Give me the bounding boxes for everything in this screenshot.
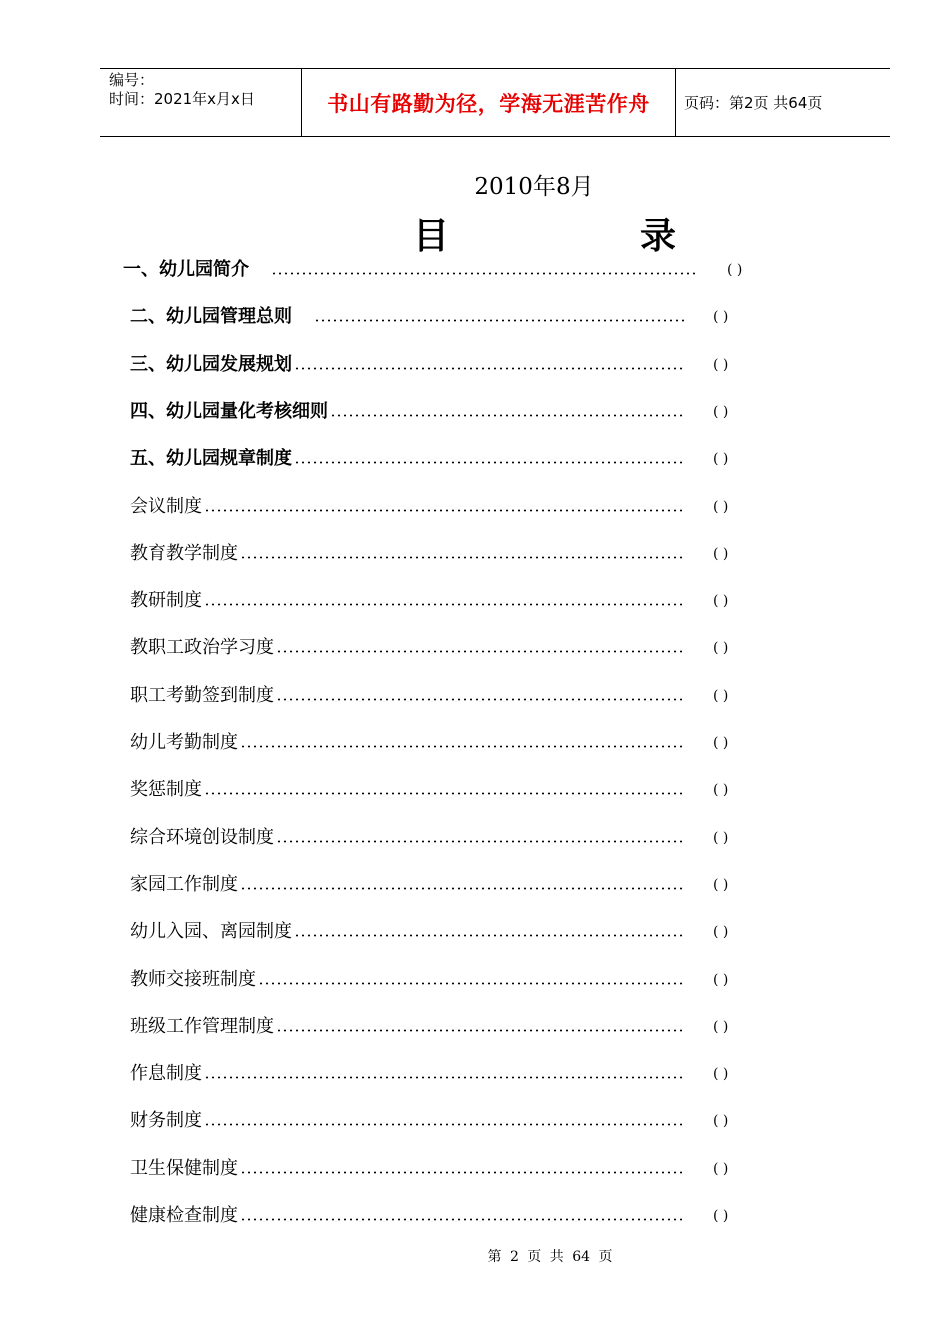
- toc-entry[interactable]: [130, 776, 760, 804]
- toc-entry[interactable]: [130, 351, 760, 379]
- toc-entry-page: ( ): [713, 735, 729, 751]
- toc-entry-page: ( ): [713, 1113, 729, 1130]
- toc-leader-dots: [294, 461, 685, 464]
- toc-entry-page: ( ): [713, 687, 729, 704]
- toc-entry-label: 二、幼儿园管理总则: [130, 306, 292, 328]
- toc-leader-dots: [276, 698, 685, 701]
- toc-entry-page: ( ): [713, 640, 729, 657]
- toc-entry-page: ( ): [713, 924, 729, 941]
- header-motto: 书山有路勤为径，学海无涯苦作舟: [302, 69, 676, 136]
- toc-entry-label: 教职工政治学习度: [130, 637, 274, 659]
- toc-leader-dots: [240, 556, 685, 559]
- toc-leader-dots: [240, 1218, 685, 1221]
- toc-leader-dots: [204, 1123, 685, 1126]
- toc-entry-label: 五、幼儿园规章制度: [130, 448, 292, 470]
- toc-leader-dots: [240, 887, 685, 890]
- toc-entry[interactable]: [130, 918, 760, 946]
- toc-entry-label: 会议制度: [130, 495, 202, 517]
- toc-title-char-1: 目: [413, 216, 450, 257]
- toc-entry[interactable]: [130, 493, 760, 521]
- toc-entry[interactable]: [130, 303, 760, 331]
- header-time-label: 时间：2021年x月x日: [109, 90, 255, 108]
- toc-entry[interactable]: [130, 1202, 760, 1230]
- toc-entry[interactable]: [130, 634, 760, 662]
- toc-entry[interactable]: [130, 871, 760, 899]
- toc-entry-page: ( ): [713, 876, 729, 893]
- toc-entry-label: 奖惩制度: [130, 779, 202, 801]
- toc-leader-dots: [276, 650, 685, 653]
- toc-entry-page: ( ): [727, 262, 743, 278]
- toc-leader-dots: [204, 1076, 685, 1079]
- toc-title-char-2: 录: [640, 216, 677, 257]
- page-header: [100, 68, 890, 137]
- toc-leader-dots: [294, 934, 685, 937]
- toc-entry-label: 教育教学制度: [130, 542, 238, 564]
- toc-entry-label: 四、幼儿园量化考核细则: [130, 400, 328, 422]
- toc-entry-label: 健康检查制度: [130, 1205, 238, 1226]
- toc-entry-label: 财务制度: [130, 1110, 202, 1132]
- toc-entry-label: 教师交接班制度: [130, 968, 256, 990]
- toc-entry[interactable]: [130, 540, 760, 568]
- toc-entry-label: 综合环境创设制度: [130, 826, 274, 848]
- toc-entry-label: 班级工作管理制度: [130, 1015, 274, 1037]
- toc-entry-label: 卫生保健制度: [130, 1157, 238, 1179]
- toc-leader-dots: [330, 414, 685, 417]
- toc-entry[interactable]: [130, 398, 760, 426]
- toc-entry-page: ( ): [713, 403, 729, 420]
- toc-entry-page: ( ): [713, 1208, 729, 1224]
- toc-leader-dots: [204, 509, 685, 512]
- toc-entry[interactable]: [130, 1013, 760, 1041]
- toc-entry[interactable]: [130, 1060, 760, 1088]
- page-footer: 第 2 页 共 64 页: [487, 1249, 613, 1265]
- toc-entry[interactable]: [130, 587, 760, 615]
- toc-entry[interactable]: [123, 256, 760, 284]
- toc-leader-dots: [240, 745, 685, 748]
- toc-entry[interactable]: [130, 729, 760, 757]
- toc-entry-page: ( ): [713, 782, 729, 799]
- toc-entry-page: ( ): [713, 545, 729, 562]
- date-line: 2010年8月: [474, 174, 594, 200]
- toc-entry-label: 职工考勤签到制度: [130, 684, 274, 706]
- toc-entry[interactable]: [130, 682, 760, 710]
- toc-entry-label: 幼儿考勤制度: [130, 732, 238, 753]
- toc-leader-dots: [204, 603, 685, 606]
- toc-leader-dots: [314, 319, 685, 322]
- toc-entry-label: 教研制度: [130, 590, 202, 612]
- toc-entry[interactable]: [130, 824, 760, 852]
- toc-entry-label: 家园工作制度: [130, 873, 238, 895]
- header-page-label: 页码：第2页 共64页: [684, 94, 823, 112]
- toc-entry[interactable]: [130, 445, 760, 473]
- toc-leader-dots: [204, 792, 685, 795]
- toc-entry-label: 一、幼儿园简介: [123, 259, 249, 280]
- toc-entry-page: ( ): [713, 1066, 729, 1083]
- toc-entry-label: 幼儿入园、离园制度: [130, 921, 292, 943]
- toc-leader-dots: [258, 982, 685, 985]
- toc-entry-page: ( ): [713, 451, 729, 468]
- toc-entry-page: ( ): [713, 309, 729, 326]
- toc-leader-dots: [276, 840, 685, 843]
- toc-entry-page: ( ): [713, 971, 729, 988]
- toc-leader-dots: [276, 1029, 685, 1032]
- toc-entry-page: ( ): [713, 1160, 729, 1177]
- toc-leader-dots: [240, 1171, 685, 1174]
- toc-entry-page: ( ): [713, 829, 729, 846]
- toc-entry[interactable]: [130, 966, 760, 994]
- header-number-label: 编号：: [109, 71, 155, 89]
- toc-leader-dots: [294, 367, 685, 370]
- toc-entry-label: 三、幼儿园发展规划: [130, 353, 292, 375]
- toc-entry-page: ( ): [713, 356, 729, 373]
- toc-entry-page: ( ): [713, 593, 729, 610]
- toc-entry-page: ( ): [713, 498, 729, 515]
- toc-leader-dots: [271, 272, 697, 275]
- toc-entry-page: ( ): [713, 1018, 729, 1035]
- toc-entry-label: 作息制度: [130, 1063, 202, 1085]
- toc-entry[interactable]: [130, 1155, 760, 1183]
- header-meta-cell: [100, 69, 302, 136]
- toc-entry[interactable]: [130, 1107, 760, 1135]
